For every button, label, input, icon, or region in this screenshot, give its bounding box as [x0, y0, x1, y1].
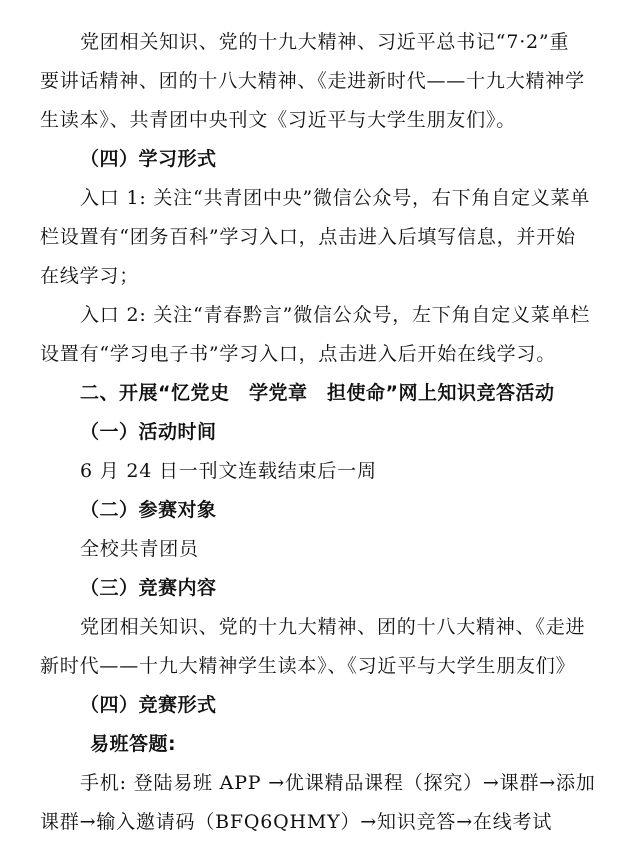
section-heading-study-format: （四）学习形式	[80, 148, 217, 170]
subheading-participants: （二）参赛对象	[80, 499, 217, 521]
paragraph-entry2-line-2: 设置有“学习电子书”学习入口，点击进入后开始在线学习。	[40, 343, 557, 365]
participants-text: 全校共青团员	[80, 538, 199, 560]
mobile-instructions-line-2: 课群→输入邀请码（BFQ6QHMY）→知识竞答→在线考试	[40, 811, 553, 833]
paragraph-entry1-line-1: 入口 1: 关注“共青团中央”微信公众号，右下角自定义菜单	[80, 187, 591, 209]
paragraph-entry1-line-2: 栏设置有“团务百科”学习入口，点击进入后填写信息，并开始	[40, 226, 576, 248]
activity-time-text: 6 月 24 日一刊文连载结束后一周	[80, 460, 377, 482]
mobile-instructions-line-1: 手机: 登陆易班 APP →优课精品课程（探究）→课群→添加	[80, 772, 596, 794]
paragraph-line-1: 党团相关知识、党的十九大精神、习近平总书记“7·2”重	[80, 31, 570, 53]
subheading-contest-format: （四）竞赛形式	[80, 694, 217, 716]
paragraph-entry2-line-1: 入口 2: 关注“青春黔言”微信公众号，左下角自定义菜单栏	[80, 304, 591, 326]
subheading-contest-content: （三）竞赛内容	[80, 577, 217, 599]
yiban-quiz-label: 易班答题:	[90, 733, 177, 755]
paragraph-line-3: 生读本》、共青团中央刊文《习近平与大学生朋友们》。	[40, 109, 517, 131]
paragraph-entry1-line-3: 在线学习；	[40, 265, 140, 287]
section-heading-quiz-activity: 二、开展“忆党史 学党章 担使命”网上知识竞答活动	[80, 382, 555, 404]
paragraph-line-2: 要讲话精神、团的十八大精神、《走进新时代——十九大精神学	[40, 70, 585, 92]
contest-content-line-2: 新时代——十九大精神学生读本》、《习近平与大学生朋友们》	[40, 655, 576, 677]
subheading-activity-time: （一）活动时间	[80, 421, 217, 443]
contest-content-line-1: 党团相关知识、党的十九大精神、团的十八大精神、《走进	[80, 616, 586, 638]
